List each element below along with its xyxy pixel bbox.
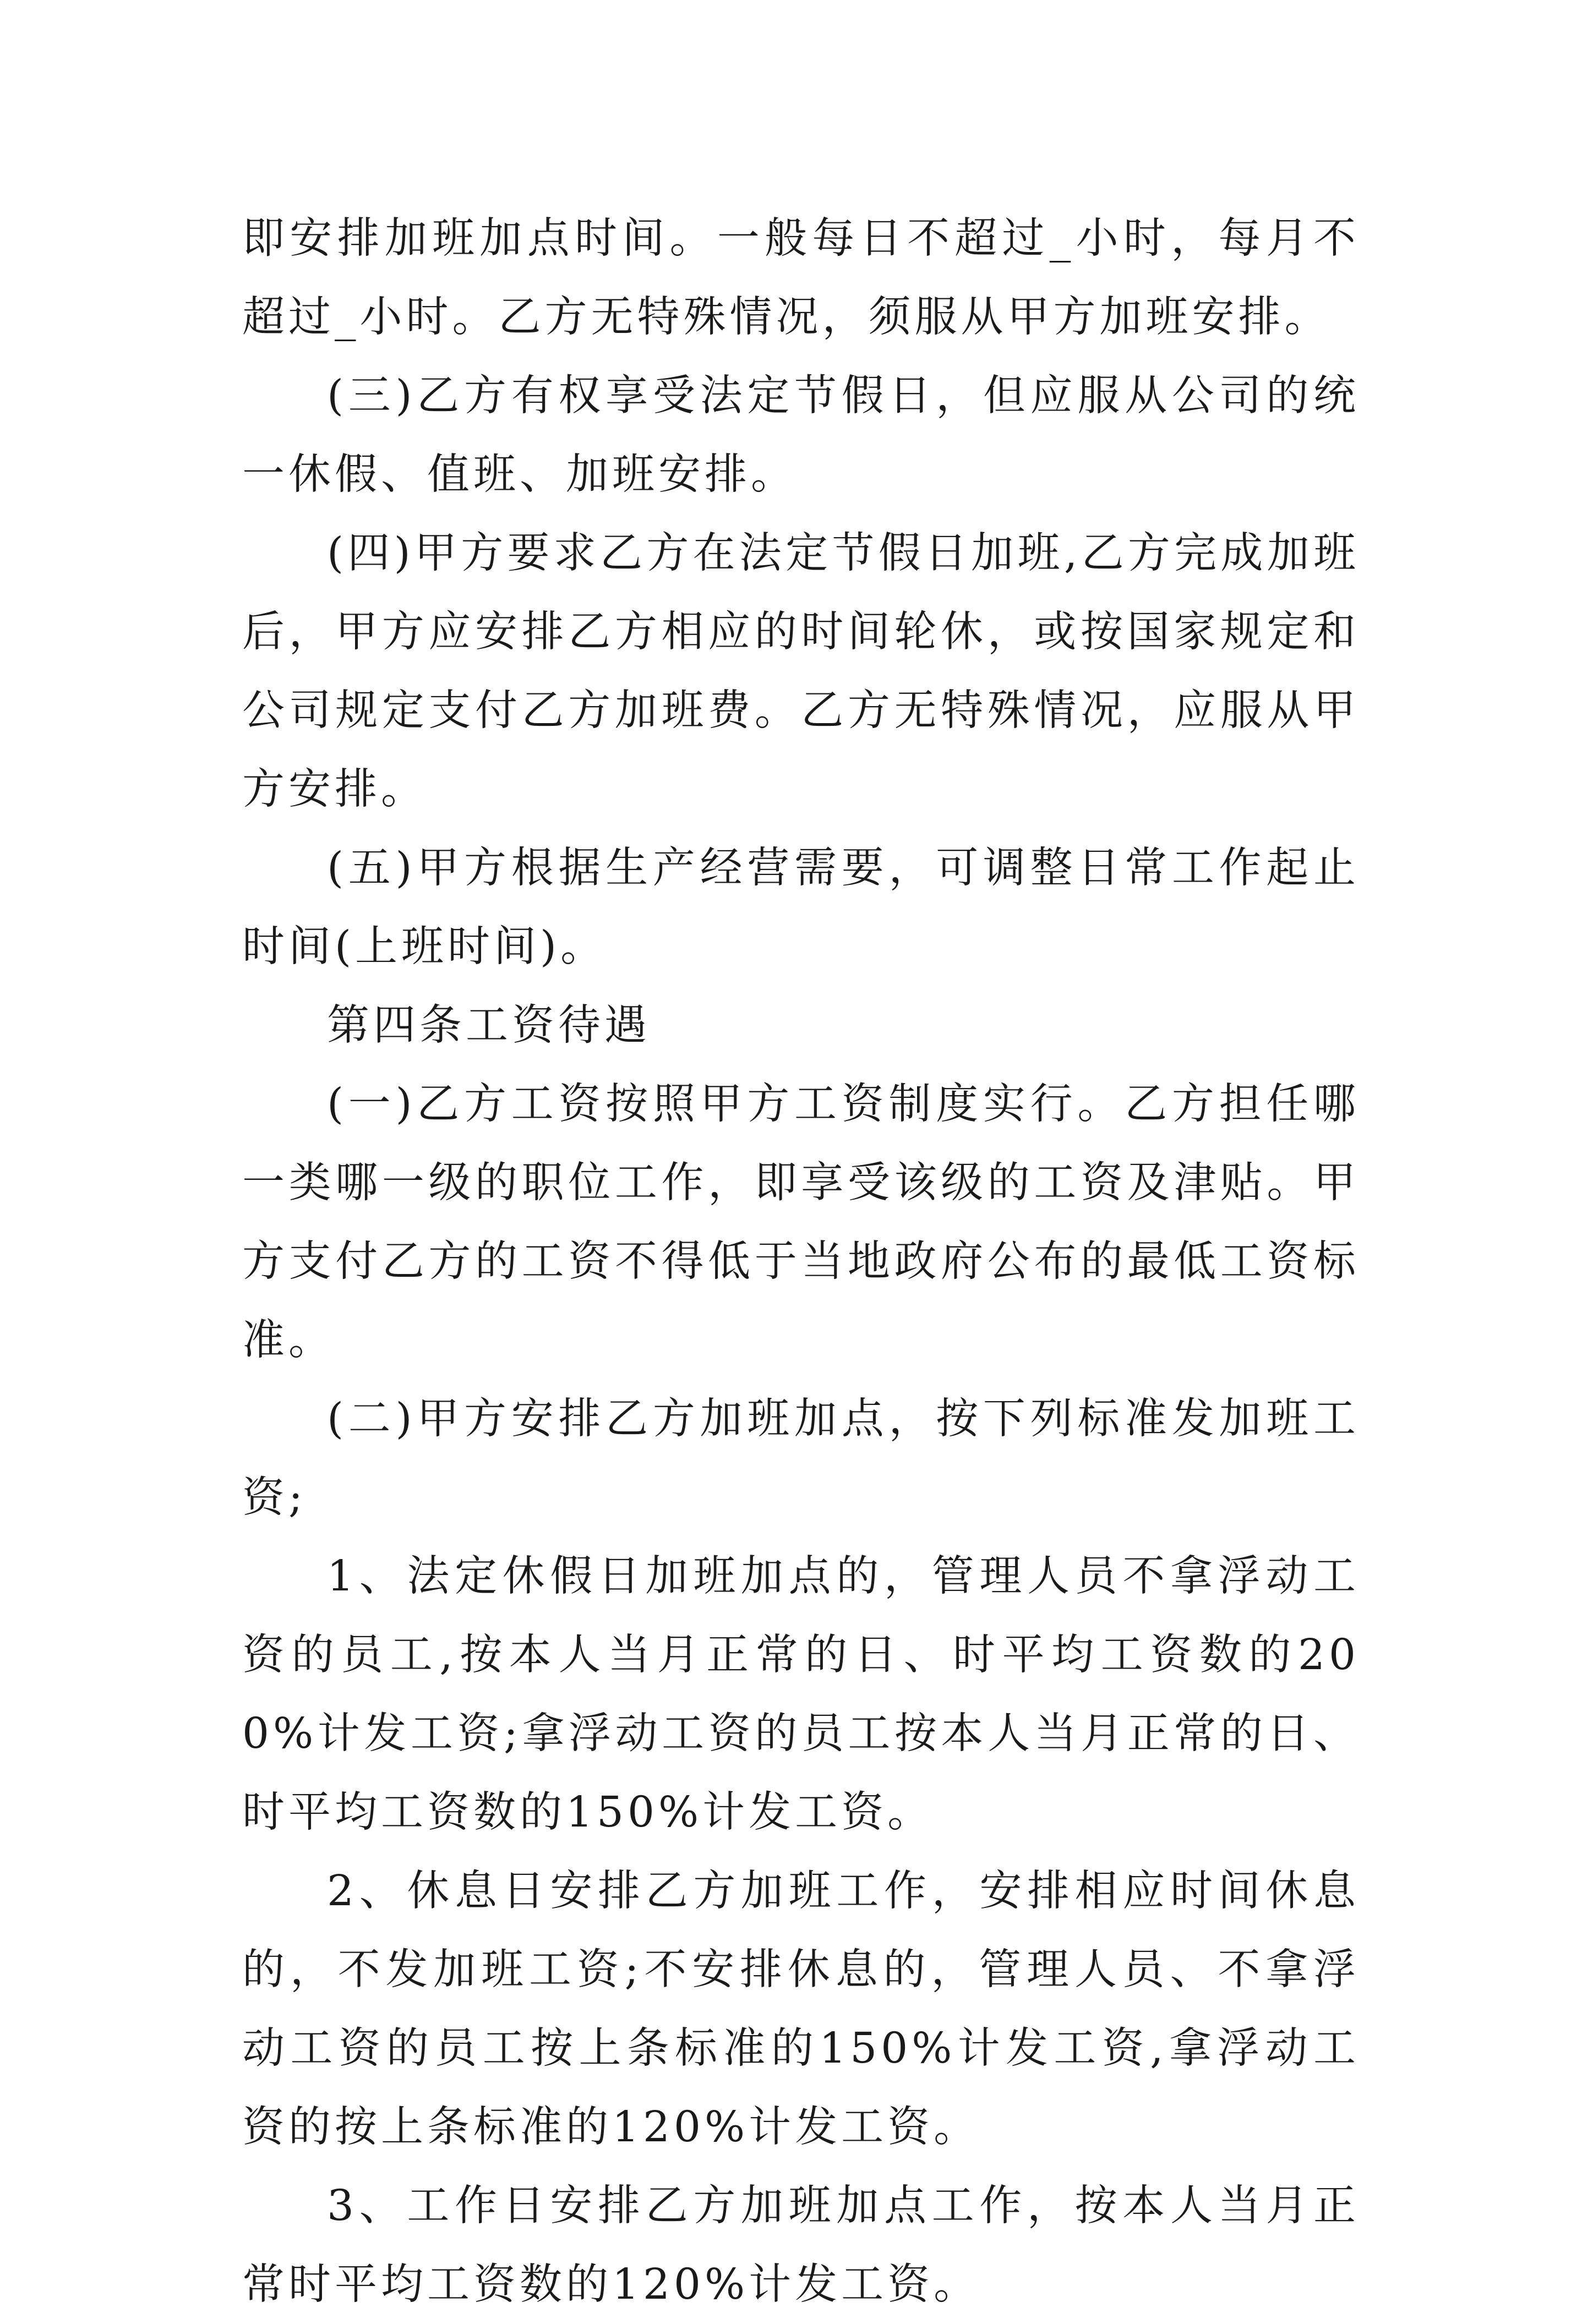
section-heading-wages: 第四条工资待遇 [327,1001,651,1050]
list-item-rest-day-overtime: 2、休息日安排乙方加班工作，安排相应时间休息的，不发加班工资;不安排休息的，管理人员、不拿浮动工资的员工按上条标准的150%计发工资,拿浮动工资的按上条标准的120%计发工资。 [242,1867,1360,2152]
list-item-workday-overtime: 3、工作日安排乙方加班加点工作，按本人当月正常时平均工资数的120%计发工资。 [242,2181,1360,2309]
document-body [242,199,1360,2324]
paragraph-clause-5: (五)甲方根据生产经营需要，可调整日常工作起止时间(上班时间)。 [242,844,1360,971]
paragraph-overtime-limit: 即安排加班加点时间。一般每日不超过_小时，每月不超过_小时。乙方无特殊情况，须服从甲方加班安排。 [242,214,1360,342]
paragraph-wage-clause-1: (一)乙方工资按照甲方工资制度实行。乙方担任哪一类哪一级的职位工作，即享受该级的工资及津贴。甲方支付乙方的工资不得低于当地政府公布的最低工资标准。 [242,1080,1360,1365]
paragraph-clause-3: (三)乙方有权享受法定节假日，但应服从公司的统一休假、值班、加班安排。 [242,371,1360,499]
list-item-holiday-overtime: 1、法定休假日加班加点的，管理人员不拿浮动工资的员工,按本人当月正常的日、时平均工资数的200%计发工资;拿浮动工资的员工按本人当月正常的日、时平均工资数的150%计发工资。 [242,1552,1360,1837]
paragraph-wage-clause-2: (二)甲方安排乙方加班加点，按下列标准发加班工资; [242,1395,1360,1522]
paragraph-clause-4: (四)甲方要求乙方在法定节假日加班,乙方完成加班后，甲方应安排乙方相应的时间轮休，或按国家规定和公司规定支付乙方加班费。乙方无特殊情况，应服从甲方安排。 [242,529,1360,814]
